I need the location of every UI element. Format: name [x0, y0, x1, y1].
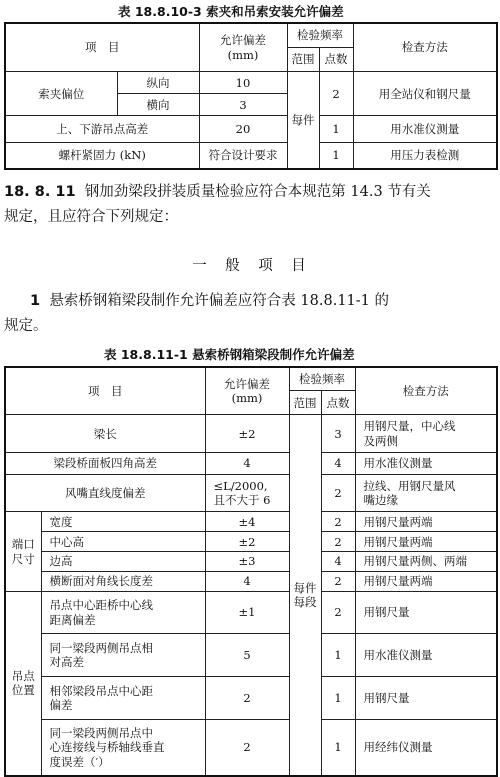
table1-tolerance — [4, 22, 498, 170]
t2-cell-tolerance: ±3 — [205, 552, 289, 572]
table1-caption: 表 18.8.10-3 索夹和吊索安装允许偏差 — [118, 4, 344, 19]
t2-group-port-size: 端口 尺寸 — [5, 512, 41, 591]
t1-cell-range: 每件 — [287, 72, 319, 169]
t1-cell-points: 1 — [319, 116, 353, 143]
t2-cell-points: 2 — [321, 591, 355, 634]
t2-cell-method: 用钢尺量 — [355, 591, 497, 634]
item-1-line2: 规定。 — [4, 318, 48, 334]
t1-cell-item: 索夹偏位 — [5, 72, 117, 116]
t1-cell-tolerance: 3 — [199, 94, 287, 116]
t2-cell-points: 2 — [321, 532, 355, 552]
t2-group-lifting-point: 吊点 位置 — [5, 591, 41, 776]
t1-cell-method: 用压力表检测 — [353, 142, 497, 169]
table2-tolerance — [4, 366, 498, 777]
t2-cell-item: 梁长 — [5, 415, 205, 453]
t2-header-range: 范围 — [289, 391, 321, 415]
t1-cell-points: 2 — [319, 72, 353, 116]
t2-cell-tolerance: ±4 — [205, 512, 289, 532]
t2-cell-points: 1 — [321, 634, 355, 677]
t2-cell-item: 边高 — [41, 552, 205, 572]
section-text-line1: 钢加劲梁段拼装质量检验应符合本规范第 14.3 节有关 — [84, 184, 431, 200]
t2-cell-points: 3 — [321, 415, 355, 453]
t1-header-tolerance: 允许偏差 (mm) — [199, 23, 287, 72]
t2-header-tolerance: 允许偏差 (mm) — [205, 367, 289, 415]
t2-cell-method: 拉线、用钢尺量风 嘴边缘 — [355, 474, 497, 512]
t2-cell-tolerance: ±2 — [205, 532, 289, 552]
t1-cell-sub: 横向 — [117, 94, 199, 116]
t2-cell-method: 用钢尺量 — [355, 677, 497, 720]
t2-cell-item: 风嘴直线度偏差 — [5, 474, 205, 512]
t2-cell-item: 相邻梁段吊点中心距 偏差 — [41, 677, 205, 720]
section-18-8-11 — [4, 180, 496, 230]
t2-cell-method: 用钢尺量，中心线 及两侧 — [355, 415, 497, 453]
t2-cell-method: 用水准仪测量 — [355, 634, 497, 677]
section-number: 18. 8. 11 — [4, 184, 76, 200]
t2-cell-item: 中心高 — [41, 532, 205, 552]
t1-header-item: 项 目 — [5, 23, 199, 72]
t2-cell-method: 用钢尺量两端 — [355, 512, 497, 532]
t2-cell-tolerance: 4 — [205, 453, 289, 475]
t2-cell-tolerance: ±2 — [205, 415, 289, 453]
item-1-number: 1 — [30, 293, 41, 309]
t2-cell-item: 宽度 — [41, 512, 205, 532]
t1-header-frequency: 检验频率 — [287, 23, 353, 47]
t2-cell-item: 吊点中心距桥中心线 距离偏差 — [41, 591, 205, 634]
t2-header-points: 点数 — [321, 391, 355, 415]
t2-cell-method: 用钢尺量两端 — [355, 571, 497, 591]
t1-cell-method: 用水准仪测量 — [353, 116, 497, 143]
item-1-line1: 悬索桥钢箱梁段制作允许偏差应符合表 18.8.11-1 的 — [49, 293, 389, 309]
t2-cell-points: 4 — [321, 453, 355, 475]
t2-cell-method: 用钢尺量两侧、两端 — [355, 552, 497, 572]
t1-cell-tolerance: 10 — [199, 72, 287, 94]
t2-cell-points: 4 — [321, 552, 355, 572]
table2-caption: 表 18.8.11-1 悬索桥钢箱梁段制作允许偏差 — [104, 347, 355, 362]
t2-header-method: 检查方法 — [355, 367, 497, 415]
item-1-paragraph — [4, 289, 496, 339]
t1-cell-item: 螺杆紧固力 (kN) — [5, 142, 199, 169]
t2-cell-points: 2 — [321, 571, 355, 591]
t2-cell-tolerance: 2 — [205, 720, 289, 776]
section-text-line2: 规定，且应符合下列规定： — [4, 209, 178, 225]
t2-cell-points: 1 — [321, 677, 355, 720]
t2-cell-item: 同一梁段两侧吊点相 对高差 — [41, 634, 205, 677]
t2-cell-method: 用钢尺量两端 — [355, 532, 497, 552]
t1-cell-points: 1 — [319, 142, 353, 169]
t2-cell-tolerance: 2 — [205, 677, 289, 720]
t1-cell-item: 上、下游吊点高差 — [5, 116, 199, 143]
t2-cell-range: 每件 每段 — [289, 415, 321, 776]
t2-cell-tolerance: 4 — [205, 571, 289, 591]
t2-cell-points: 1 — [321, 720, 355, 776]
t2-cell-method: 用水准仪测量 — [355, 453, 497, 475]
t2-cell-points: 2 — [321, 474, 355, 512]
t2-cell-points: 2 — [321, 512, 355, 532]
t2-cell-method: 用经纬仪测量 — [355, 720, 497, 776]
t2-cell-tolerance: ±1 — [205, 591, 289, 634]
t1-header-method: 检查方法 — [353, 23, 497, 72]
t1-cell-sub: 纵向 — [117, 72, 199, 94]
t1-header-points: 点数 — [319, 47, 353, 71]
t1-cell-tolerance: 符合设计要求 — [199, 142, 287, 169]
t2-cell-tolerance: ≤L/2000, 且不大于 6 — [205, 474, 289, 512]
t2-cell-item: 横断面对角线长度差 — [41, 571, 205, 591]
t2-header-frequency: 检验频率 — [289, 367, 355, 391]
t1-cell-tolerance: 20 — [199, 116, 287, 143]
t1-cell-method: 用全站仪和钢尺量 — [353, 72, 497, 116]
t2-cell-item: 梁段桥面板四角高差 — [5, 453, 205, 475]
t2-header-item: 项 目 — [5, 367, 205, 415]
t1-header-range: 范围 — [287, 47, 319, 71]
t2-cell-tolerance: 5 — [205, 634, 289, 677]
general-items-heading: 一 般 项 目 — [192, 258, 308, 274]
t2-cell-item: 同一梁段两侧吊点中 心连接线与桥轴线垂直 度误差（′） — [41, 720, 205, 776]
